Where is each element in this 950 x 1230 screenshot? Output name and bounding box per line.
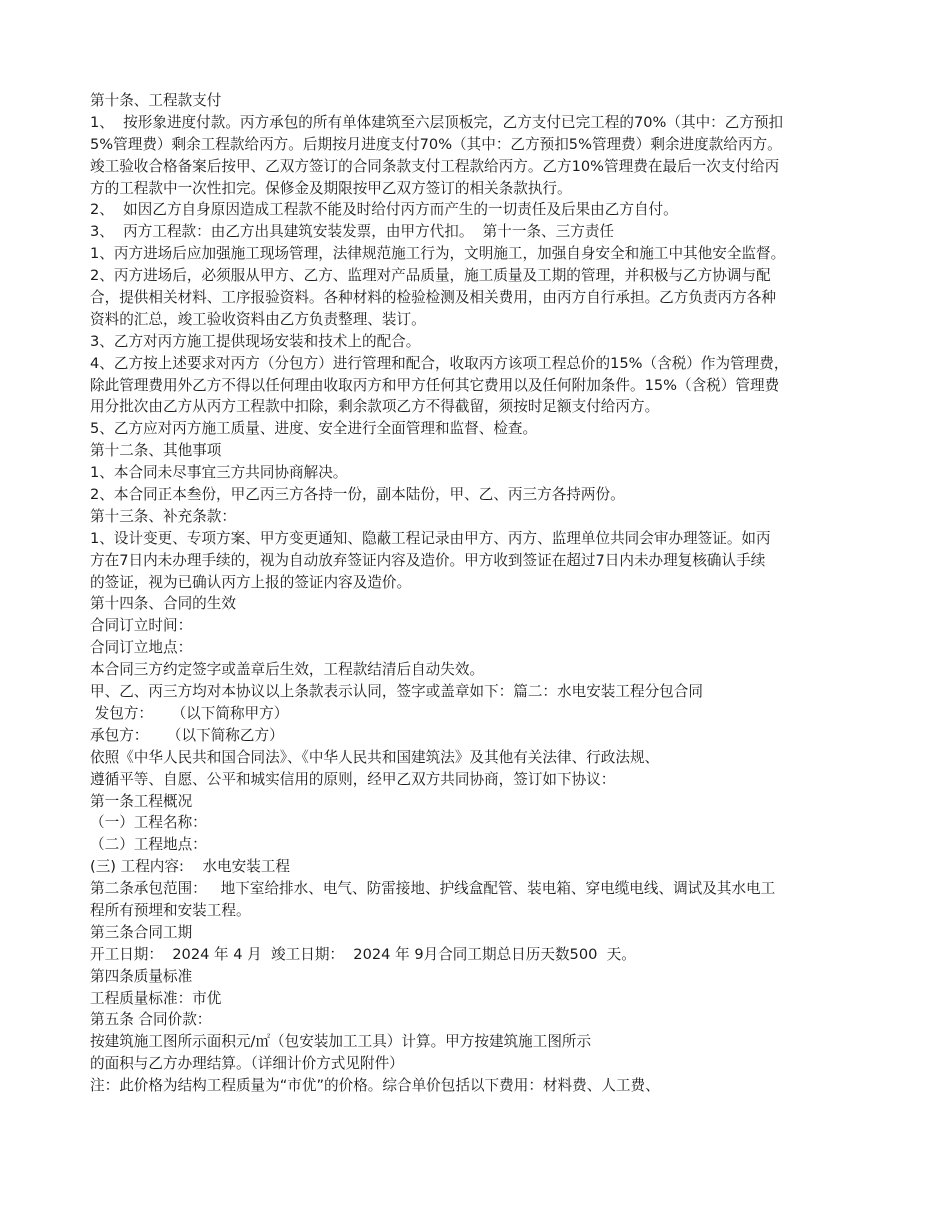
paragraph-line: 2、 如因乙方自身原因造成工程款不能及时给付丙方而产生的一切责任及后果由乙方自付。 bbox=[90, 201, 678, 219]
paragraph-line: 程所有预埋和安装工程。 bbox=[90, 901, 251, 919]
paragraph-line: 1、 按形象进度付款。丙方承包的所有单体建筑至六层顶板完，乙方支付已完工程的70%（其中：乙方预扣 bbox=[90, 113, 784, 131]
section-heading-price: 第五条 合同价款： bbox=[90, 1011, 212, 1029]
paragraph-line: 除此管理费用外乙方不得以任何理由收取丙方和甲方任何其它费用以及任何附加条件。15%（含税）管理费 bbox=[90, 376, 780, 394]
paragraph-line: 2、本合同正本叁份，甲乙丙三方各持一份，副本陆份，甲、乙、丙三方各持两份。 bbox=[90, 486, 625, 504]
contract-document-body bbox=[90, 90, 860, 1097]
paragraph-line: 4、乙方按上述要求对丙方（分包方）进行管理和配合，收取丙方该项工程总价的15%（含税）作为管理费， bbox=[90, 354, 789, 372]
paragraph-line: 5%管理费）剩余工程款给丙方。后期按月进度支付70%（其中：乙方预扣5%管理费）剩余进度款给丙方。 bbox=[90, 135, 782, 153]
paragraph-line: 遵循平等、自愿、公平和城实信用的原则，经甲乙双方共同协商，签订如下协议： bbox=[90, 770, 616, 788]
section-heading-effectiveness: 第十四条、合同的生效 bbox=[90, 595, 236, 613]
contract-time-field: 合同订立时间： bbox=[90, 617, 193, 635]
paragraph-line: 2、丙方进场后，必须服从甲方、乙方、监理对产品质量，施工质量及工期的管理，并积极与乙方协调与配 bbox=[90, 267, 771, 285]
paragraph-line: 注：此价格为结构工程质量为“市优”的价格。综合单价包括以下费用：材料费、人工费、 bbox=[90, 1077, 660, 1095]
paragraph-line: 1、设计变更、专项方案、甲方变更通知、隐蔽工程记录由甲方、丙方、监理单位共同会审办理签证。如丙 bbox=[90, 529, 771, 547]
contract-dates-line: 开工日期： 2024 年 4 月 竣工日期： 2024 年 9月合同工期总日历天数500 天。 bbox=[90, 945, 636, 963]
project-content-field: (三) 工程内容: 水电安装工程 bbox=[90, 858, 291, 876]
project-location-field: （二）工程地点： bbox=[90, 836, 207, 854]
project-name-field: （一）工程名称： bbox=[90, 814, 207, 832]
paragraph-line: 方的工程款中一次性扣完。保修金及期限按甲乙双方签订的相关条款执行。 bbox=[90, 179, 572, 197]
paragraph-line: 按建筑施工图所示面积元/㎡（包安装加工工具）计算。甲方按建筑施工图所示 bbox=[90, 1033, 592, 1051]
paragraph-line: 合，提供相关材料、工序报验资料。各种材料的检验检测及相关费用，由丙方自行承担。乙方负责丙方各种 bbox=[90, 289, 776, 307]
section-heading-other-matters: 第十二条、其他事项 bbox=[90, 442, 222, 460]
contractor-field: 承包方： （以下简称乙方） bbox=[90, 726, 284, 744]
quality-standard-field: 工程质量标准：市优 bbox=[90, 989, 222, 1007]
paragraph-line: 依照《中华人民共和国合同法》、《中华人民共和国建筑法》及其他有关法律、行政法规、 bbox=[90, 748, 660, 766]
section-heading-contract-period: 第三条合同工期 bbox=[90, 923, 193, 941]
paragraph-line: 5、乙方应对丙方施工质量、进度、安全进行全面管理和监督、检查。 bbox=[90, 420, 538, 438]
section-heading-quality: 第四条质量标准 bbox=[90, 967, 193, 985]
paragraph-line: 第二条承包范围： 地下室给排水、电气、防雷接地、护线盒配管、装电箱、穿电缆电线、调试及其水电工 bbox=[90, 880, 776, 898]
paragraph-line: 资料的汇总，竣工验收资料由乙方负责整理、装订。 bbox=[90, 310, 426, 328]
section-heading-payment: 第十条、工程款支付 bbox=[90, 92, 222, 109]
paragraph-line: 甲、乙、丙三方均对本协议以上条款表示认同，签字或盖章如下：篇二：水电安装工程分包合同 bbox=[90, 683, 703, 701]
paragraph-line: 3、乙方对丙方施工提供现场安装和技术上的配合。 bbox=[90, 332, 421, 350]
section-heading-supplementary: 第十三条、补充条款： bbox=[90, 507, 236, 525]
paragraph-line: 本合同三方约定签字或盖章后生效，工程款结清后自动失效。 bbox=[90, 661, 485, 679]
paragraph-line: 竣工验收合格备案后按甲、乙双方签订的合同条款支付工程款给丙方。乙方10%管理费在最后一次支付给丙 bbox=[90, 157, 780, 175]
paragraph-line: 3、 丙方工程款：由乙方出具建筑安装发票，由甲方代扣。 第十一条、三方责任 bbox=[90, 223, 615, 241]
paragraph-line: 的面积与乙方办理结算。（详细计价方式见附件） bbox=[90, 1055, 404, 1073]
paragraph-line: 1、丙方进场后应加强施工现场管理，法律规范施工行为，文明施工，加强自身安全和施工中其他安全监督。 bbox=[90, 245, 786, 263]
paragraph-line: 方在7日内未办理手续的，视为自动放弃签证内容及造价。甲方收到签证在超过7日内未办理复核确认手续 bbox=[90, 551, 766, 569]
section-heading-project-overview: 第一条工程概况 bbox=[90, 792, 193, 810]
paragraph-line: 1、本合同未尽事宜三方共同协商解决。 bbox=[90, 464, 348, 482]
contract-place-field: 合同订立地点： bbox=[90, 639, 193, 657]
employer-field: 发包方： （以下简称甲方） bbox=[90, 704, 289, 722]
paragraph-line: 用分批次由乙方从丙方工程款中扣除，剩余款项乙方不得截留，须按时足额支付给丙方。 bbox=[90, 398, 660, 416]
paragraph-line: 的签证，视为已确认丙方上报的签证内容及造价。 bbox=[90, 573, 412, 591]
